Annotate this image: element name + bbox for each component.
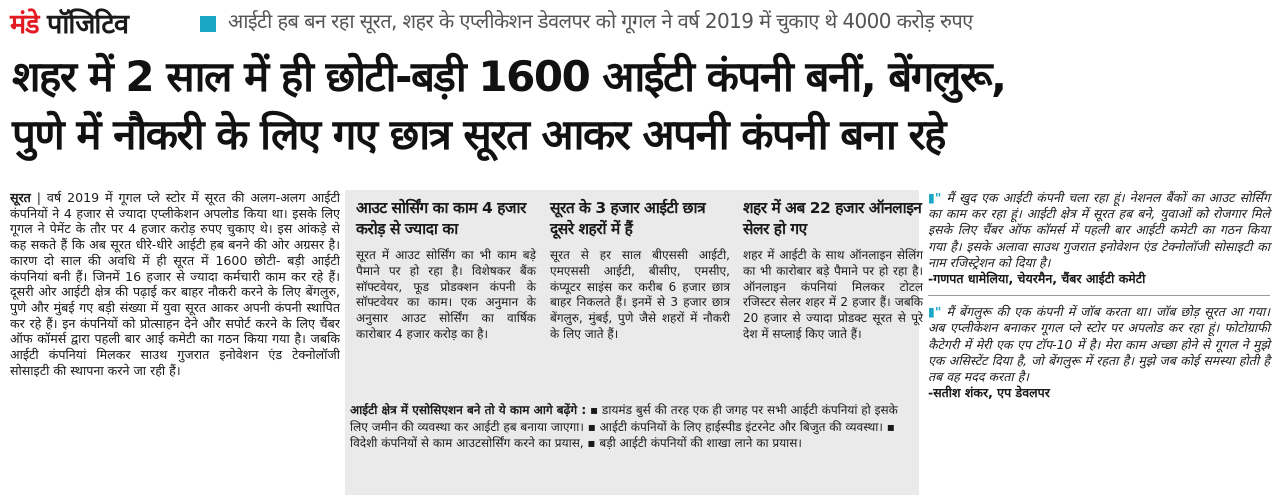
section-label-dark: पॉजिटिव: [47, 9, 128, 40]
story-text: | वर्ष 2019 में गूगल प्ले स्टोर में सूरत की अलग-अलग आईटी कंपनियों ने 4 हजार से ज्यादा एप्लीकेशन अपलोड किया था। इसके लिए गूगल ने पेमेंट के तौर पर 4 हजार करोड़ रुपए चुकाए थे। इस आंकड़े से कह सकते हैं कि अब सूरत धीरे-धीरे आईटी हब बनने की ओर अग्रसर है। कारण दो साल की अवधि में ही सूरत में 1600 छोटी- बड़ी आईटी कंपनियां बनी हैं। जिनमें 16 हजार से ज्यादा कर्मचारी काम कर रहे हैं। दूसरी ओर आईटी क्षेत्र की पढ़ाई कर बाहर नौकरी करने के लिए बेंगलुरु, पुणे और मुंबई गए बड़ी संख्या में युवा सूरत आकर अपनी कंपनी स्थापित कर रहे हैं। इन कंपनियों को प्रोत्साहन देने और सपोर्ट करने के लिए चैंबर ऑफ कॉमर्स द्वारा पहली बार आई कमेटी का गठन किया गया है। जबकि आईटी कंपनियां मिलकर साउथ गुजरात इनोवेशन एंड टेक्नोलॉजी सोसाइटी की स्थापना करने जा रही हैं।: [10, 190, 340, 378]
box-item-online-sellers: [743, 198, 923, 343]
quote-text: मैं बेंगलुरू की एक कंपनी में जॉब करता था। जॉब छोड़ सूरत आ गया। अब एप्लीकेशन बनाकर गूगल प्ले स्टोर पर अपलोड कर रहा हूं। फोटोग्राफी कैटेगरी में मेरी एक एप टॉप-10 में है। मेरा काम अच्छा होने से गूगल ने मुझे एक असिस्टेंट दिया है, जो बेंगलुरू में रहता है। मुझे जब कोई समस्या होती है तब वह मदद करता है।: [928, 304, 1270, 385]
story-column-1: [10, 190, 340, 495]
quote-signature: -गणपत धामेलिया, चेयरमैन, चैंबर आईटी कमेटी: [928, 271, 1146, 287]
quotes-column: [928, 190, 1270, 401]
association-note-text: ▪ डायमंड बुर्स की तरह एक ही जगह पर सभी आईटी कंपनियां हो इसके लिए जमीन की व्यवस्था कर आईटी हब बनाया जाएगा। ▪ आईटी कंपनियों के लिए हाईस्पीड इंटरनेट और बिजुत की व्यवस्था। ▪ विदेशी कंपनियों से काम आउटसोर्सिंग करने का प्रयास, ▪ बड़ी आईटी कंपनियों की शाखा लाने का प्रयास।: [350, 403, 898, 450]
info-box: [345, 190, 923, 495]
headline: [12, 48, 1272, 164]
kicker-bar: [0, 0, 1280, 44]
quote-mark-icon: ▮": [928, 190, 942, 205]
kicker-text: आईटी हब बन रहा सूरत, शहर के एप्लीकेशन डेवलपर को गूगल ने वर्ष 2019 में चुकाए थे 4000 करोड़ रुपए: [228, 9, 973, 33]
box-item-outsourcing: [356, 198, 536, 343]
quote-1: [928, 190, 1270, 287]
section-label: [10, 4, 128, 41]
box-item-text: शहर में आईटी के साथ ऑनलाइन सेलिंग का भी कारोबार बड़े पैमाने पर हो रहा है। ऑनलाइन कंपनियां मिलकर टोटल रजिस्टर सेलर शहर में 2 हजार हैं। जबकि 20 हजार से ज्यादा प्रोडक्ट सूरत से पूरे देश में सप्लाई किए जाते हैं।: [743, 248, 923, 341]
box-item-title: शहर में अब 22 हजार ऑनलाइन सेलर हो गए: [743, 199, 922, 238]
headline-line-1: शहर में 2 साल में ही छोटी-बड़ी 1600 आईटी कंपनी बनीं, बेंगलुरू,: [12, 52, 1006, 101]
dateline: सूरत: [10, 190, 31, 205]
quote-text: मैं खुद एक आईटी कंपनी चला रहा हूं। नेशनल बैंकों का आउट सोर्सिंग का काम कर रहा हूं। आईटी क्षेत्र में सूरत हब बने, युवाओं को रोजगार मिले इसके लिए चैंबर ऑफ कॉमर्स में पहली बार आईटी कमेटी का गठन किया गया है। इसके अलावा साउथ गुजरात इनोवेशन एंड टेक्नोलॉजी सोसाइटी का नाम रजिस्ट्रेशन को दिया है।: [928, 190, 1270, 270]
box-item-students: [550, 198, 730, 343]
quote-2: [928, 304, 1270, 401]
box-item-title: सूरत के 3 हजार आईटी छात्र दूसरे शहरों में हैं: [550, 199, 706, 238]
box-association-note: [350, 402, 914, 452]
divider: [928, 295, 1270, 296]
headline-line-2: पुणे में नौकरी के लिए गए छात्र सूरत आकर अपनी कंपनी बना रहे: [12, 110, 945, 159]
box-item-title: आउट सोर्सिंग का काम 4 हजार करोड़ से ज्यादा का: [356, 199, 526, 238]
association-note-heading: आईटी क्षेत्र में एसोसिएशन बने तो ये काम आगे बढ़ेंगे :: [350, 403, 587, 417]
box-item-text: सूरत से हर साल बीएससी आईटी, एमएससी आईटी, बीसीए, एमसीए, कंप्यूटर साइंस कर करीब 6 हजार छात्र बाहर निकलते हैं। इनमें से 3 हजार छात्र बेंगलुरु, मुंबई, पुणे जैसे शहरों में नौकरी के लिए जाते हैं।: [550, 248, 730, 341]
box-item-text: सूरत में आउट सोर्सिंग का भी काम बड़े पैमाने पर हो रहा है। विशेषकर बैंक सॉफ्टवेयर, फूड प्रोडक्शन कंपनी के सॉफ्टवेयर का काम। एक अनुमान के अनुसार आउट सोर्सिंग का वार्षिक कारोबार 4 हजार करोड़ का है।: [356, 248, 536, 341]
section-label-red: मंडे: [10, 9, 39, 40]
quote-mark-icon: ▮": [928, 304, 942, 320]
square-bullet-icon: [200, 16, 216, 32]
quote-signature: -सतीश शंकर, एप डेवलपर: [928, 385, 1050, 401]
